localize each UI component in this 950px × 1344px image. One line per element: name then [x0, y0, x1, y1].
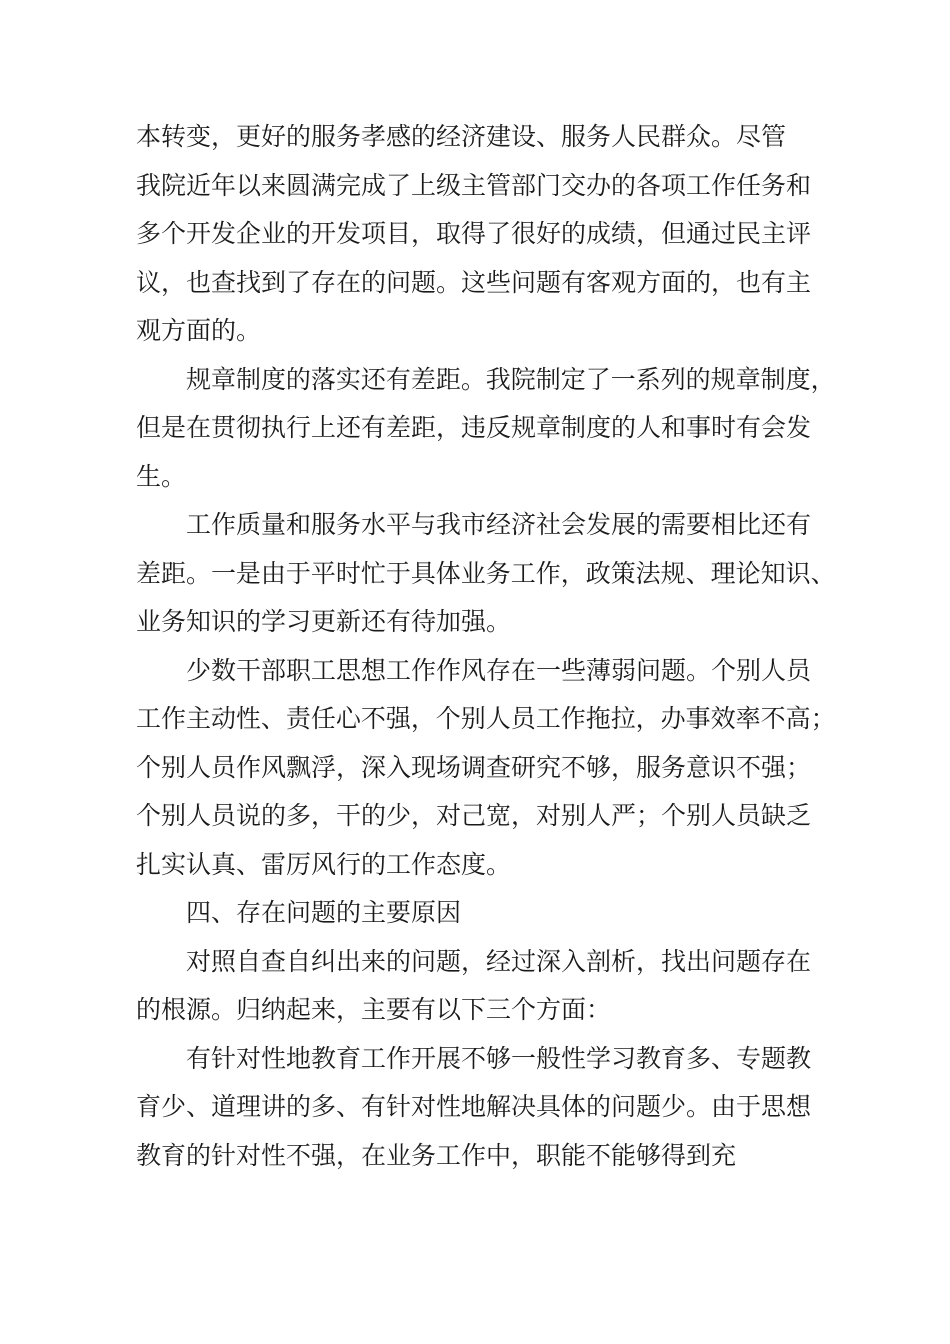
paragraph-start-line: 少数干部职工思想工作作风存在一些薄弱问题。个别人员 [186, 655, 812, 685]
text-line: 扎实认真、雷厉风行的工作态度。 [136, 849, 512, 879]
text-line: 我院近年以来圆满完成了上级主管部门交办的各项工作任务和 [136, 170, 812, 200]
text-line: 工作主动性、责任心不强，个别人员工作拖拉，办事效率不高； [136, 704, 836, 733]
text-line: 但是在贯彻执行上还有差距，违反规章制度的人和事时有会发 [136, 413, 812, 442]
paragraph-start-line: 有针对性地教育工作开展不够一般性学习教育多、专题教 [186, 1043, 812, 1073]
text-line: 本转变，更好的服务孝感的经济建设、服务人民群众。尽管 [136, 122, 787, 151]
text-line: 的根源。归纳起来，主要有以下三个方面： [136, 995, 612, 1024]
text-line: 业务知识的学习更新还有待加强。 [136, 607, 512, 636]
paragraph-start-line: 规章制度的落实还有差距。我院制定了一系列的规章制度， [186, 364, 836, 394]
text-line: 个别人员说的多，干的少，对己宽，对别人严；个别人员缺乏 [136, 801, 812, 830]
text-line: 生。 [136, 461, 187, 491]
text-line: 观方面的。 [136, 316, 262, 345]
text-line: 教育的针对性不强，在业务工作中，职能不能够得到充 [136, 1140, 737, 1170]
section-heading: 四、存在问题的主要原因 [186, 898, 462, 927]
text-line: 个别人员作风飘浮，深入现场调查研究不够，服务意识不强； [136, 752, 812, 782]
text-line: 多个开发企业的开发项目，取得了很好的成绩，但通过民主评 [136, 219, 812, 248]
text-line: 差距。一是由于平时忙于具体业务工作，政策法规、理论知识、 [136, 558, 836, 588]
body-text [136, 113, 836, 1180]
paragraph-start-line: 对照自查自纠出来的问题，经过深入剖析，找出问题存在 [186, 946, 812, 976]
paragraph-start-line: 工作质量和服务水平与我市经济社会发展的需要相比还有 [186, 510, 812, 539]
text-line: 育少、道理讲的多、有针对性地解决具体的问题少。由于思想 [136, 1092, 812, 1121]
text-line: 议，也查找到了存在的问题。这些问题有客观方面的，也有主 [136, 267, 812, 297]
